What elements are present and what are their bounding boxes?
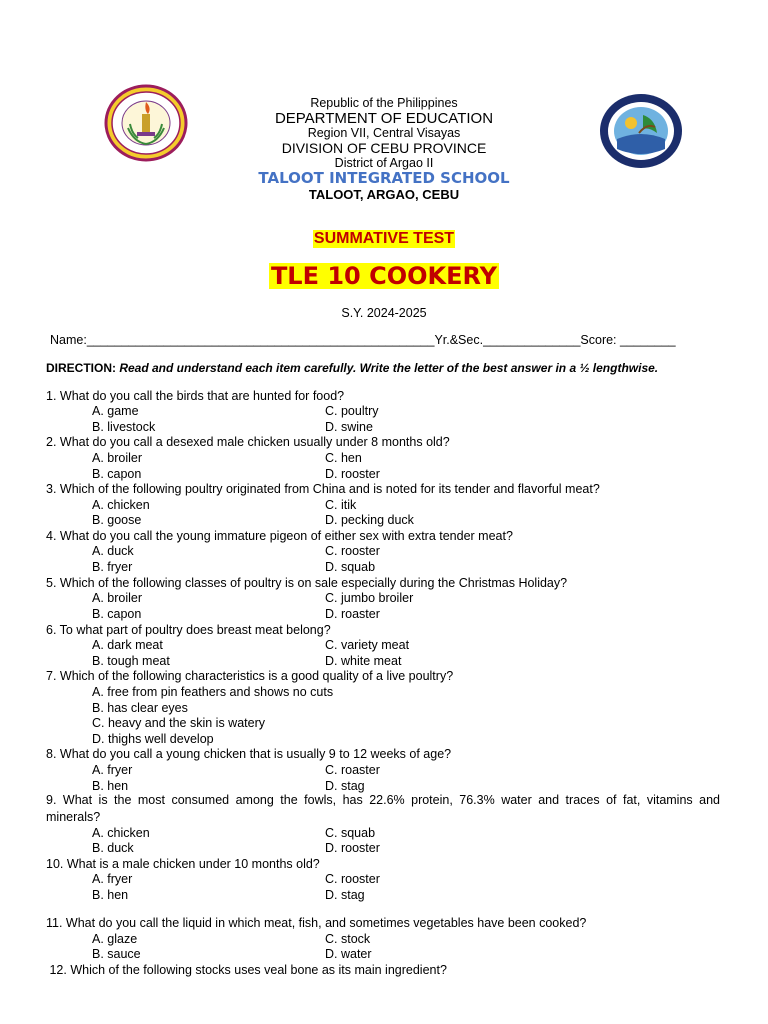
q6-option-c: C. variety meat (325, 638, 410, 652)
q3-option-a: A. chicken (92, 498, 150, 512)
question-12: 12. Which of the following stocks uses veal bone as its main ingredient? (46, 963, 447, 977)
yrsec-label: Yr.&Sec. (434, 333, 484, 347)
school-location: TALOOT, ARGAO, CEBU (308, 187, 460, 202)
score-field[interactable]: ________ (616, 333, 676, 347)
q10-option-c: C. rooster (325, 872, 380, 886)
q10-option-b: B. hen (92, 888, 129, 902)
q1-option-d: D. swine (325, 420, 373, 434)
q1-option-c: C. poultry (325, 404, 379, 418)
q8-option-c: C. roaster (325, 763, 380, 777)
question-7: 7. Which of the following characteristics is a good quality of a live poultry? (46, 669, 454, 683)
q10-option-a: A. fryer (92, 872, 133, 886)
q3-option-d: D. pecking duck (325, 513, 414, 527)
q5-option-b: B. capon (92, 607, 142, 621)
direction-text: Read and understand each item carefully. Write the letter of the best answer in a ½ lengthwise. (116, 361, 659, 375)
q7-option-d: D. thighs well develop (92, 732, 214, 746)
q7-option-a: A. free from pin feathers and shows no cuts (92, 685, 334, 699)
q11-option-b: B. sauce (92, 947, 141, 961)
q7-option-c: C. heavy and the skin is watery (92, 716, 265, 730)
student-info-line (50, 334, 676, 347)
q3-option-b: B. goose (92, 513, 142, 527)
question-5: 5. Which of the following classes of poultry is on sale especially during the Christmas Holiday? (46, 576, 568, 590)
q5-option-d: D. roaster (325, 607, 380, 621)
question-9-line-1: 9. What is the most consumed among the fowls, has 22.6% protein, 76.3% water and traces of fat, vitamins and (46, 793, 720, 807)
q1-option-b: B. livestock (92, 420, 156, 434)
subject-title: TLE 10 COOKERY (270, 262, 498, 290)
question-6: 6. To what part of poultry does breast meat belong? (46, 623, 331, 637)
q11-option-d: D. water (325, 947, 372, 961)
q2-option-b: B. capon (92, 467, 142, 481)
question-1: 1. What do you call the birds that are hunted for food? (46, 389, 345, 403)
name-label: Name: (50, 333, 87, 347)
q2-option-d: D. rooster (325, 467, 380, 481)
test-type: SUMMATIVE TEST (313, 230, 455, 247)
q11-option-a: A. glaze (92, 932, 138, 946)
q8-option-d: D. stag (325, 779, 365, 793)
question-10: 10. What is a male chicken under 10 months old? (46, 857, 320, 871)
school-name: TALOOT INTEGRATED SCHOOL (258, 169, 510, 187)
header-division: DIVISION OF CEBU PROVINCE (281, 140, 487, 156)
q6-option-a: A. dark meat (92, 638, 163, 652)
q4-option-c: C. rooster (325, 544, 380, 558)
header-district: District of Argao II (334, 156, 434, 170)
q9-option-d: D. rooster (325, 841, 380, 855)
q2-option-a: A. broiler (92, 451, 143, 465)
test-type-wrap (0, 230, 768, 248)
name-field[interactable]: __________________________________________________ (86, 333, 435, 347)
q10-option-d: D. stag (325, 888, 365, 902)
q8-option-a: A. fryer (92, 763, 133, 777)
school-year: S.Y. 2024-2025 (341, 306, 427, 320)
q5-option-c: C. jumbo broiler (325, 591, 414, 605)
q11-option-c: C. stock (325, 932, 371, 946)
question-9-line-2: minerals? (46, 810, 101, 824)
header-region: Region VII, Central Visayas (307, 126, 461, 140)
q2-option-c: C. hen (325, 451, 362, 465)
header-republic: Republic of the Philippines (310, 96, 458, 110)
yrsec-field[interactable]: ______________ (483, 333, 581, 347)
q4-option-a: A. duck (92, 544, 134, 558)
score-label: Score: (580, 333, 617, 347)
question-8: 8. What do you call a young chicken that is usually 9 to 12 weeks of age? (46, 747, 452, 761)
question-2: 2. What do you call a desexed male chicken usually under 8 months old? (46, 435, 450, 449)
question-3: 3. Which of the following poultry originated from China and is noted for its tender and flavorful meat? (46, 482, 600, 496)
direction-label: DIRECTION: (46, 361, 116, 375)
subject-title-wrap (0, 263, 768, 289)
q9-option-a: A. chicken (92, 826, 150, 840)
direction (46, 362, 658, 374)
q9-option-b: B. duck (92, 841, 134, 855)
q6-option-d: D. white meat (325, 654, 402, 668)
q9-option-c: C. squab (325, 826, 376, 840)
q4-option-d: D. squab (325, 560, 376, 574)
q6-option-b: B. tough meat (92, 654, 170, 668)
q5-option-a: A. broiler (92, 591, 143, 605)
question-11: 11. What do you call the liquid in which meat, fish, and sometimes vegetables have been cooked? (46, 916, 587, 930)
q3-option-c: C. itik (325, 498, 357, 512)
header-department: DEPARTMENT OF EDUCATION (274, 110, 494, 127)
q1-option-a: A. game (92, 404, 139, 418)
q8-option-b: B. hen (92, 779, 129, 793)
question-4: 4. What do you call the young immature pigeon of either sex with extra tender meat? (46, 529, 513, 543)
q7-option-b: B. has clear eyes (92, 701, 188, 715)
q4-option-b: B. fryer (92, 560, 133, 574)
